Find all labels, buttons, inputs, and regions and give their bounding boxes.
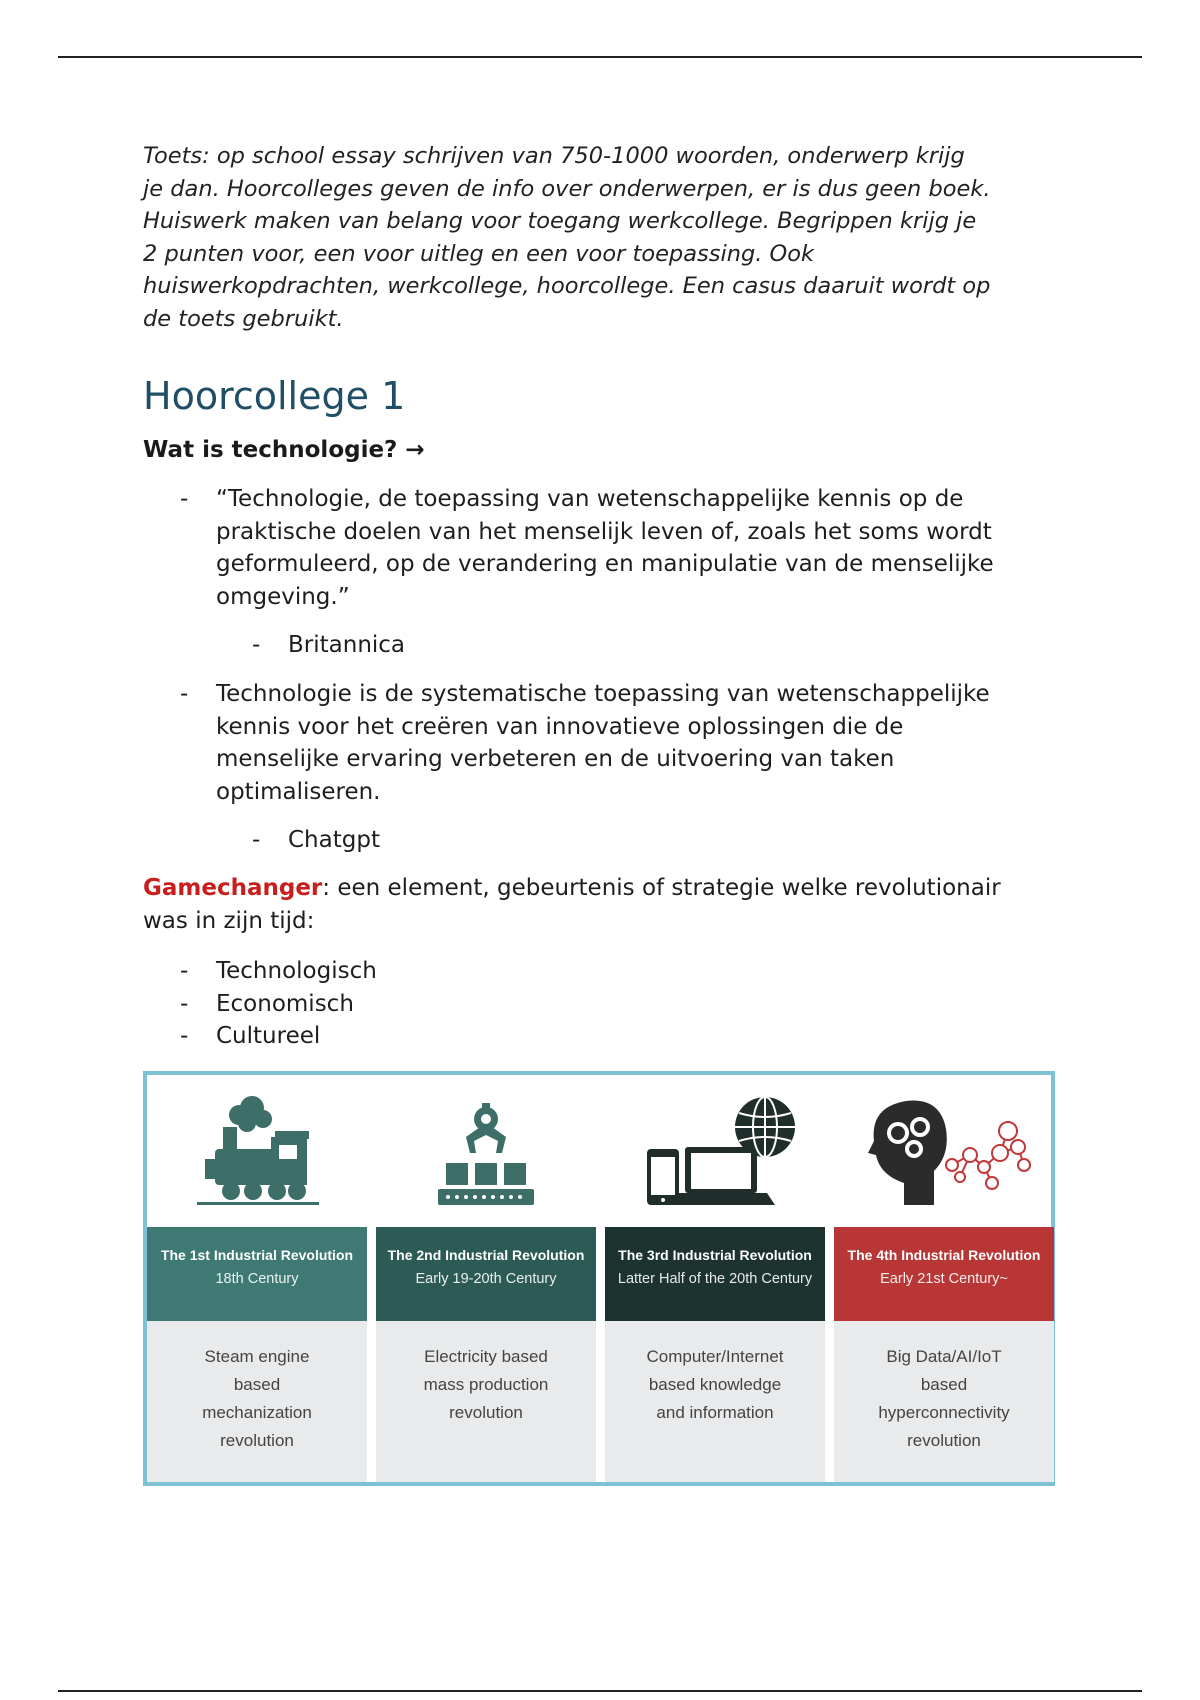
revolution-description xyxy=(605,1321,825,1482)
source-britannica: Britannica xyxy=(288,632,406,658)
intro-line: Huiswerk maken van belang voor toegang werkcollege. Begrippen krijg je xyxy=(143,208,977,234)
definition-line: “Technologie, de toepassing van wetenschappelijke kennis op de xyxy=(216,486,964,512)
revolution-title: The 1st Industrial Revolution xyxy=(160,1247,354,1263)
definition-line: geformuleerd, op de verandering en manipulatie van de menselijke xyxy=(216,551,994,577)
intro-line: huiswerkopdrachten, werkcollege, hoorcollege. Een casus daaruit wordt op xyxy=(143,273,991,299)
intro-paragraph xyxy=(143,140,1073,335)
description-line: based xyxy=(920,1375,968,1394)
description-line: based xyxy=(233,1375,281,1394)
computer-network-icon xyxy=(605,1075,825,1227)
definition-line: Technologie is de systematische toepassing van wetenschappelijke xyxy=(216,681,990,707)
definition-line: menselijke ervaring verbeteren en de uitvoering van taken xyxy=(216,746,895,772)
gamechanger-paragraph xyxy=(143,872,1083,937)
revolution-title: The 3rd Industrial Revolution xyxy=(618,1247,812,1263)
description-line: Electricity based xyxy=(424,1347,548,1366)
footer-rule xyxy=(58,1690,1142,1692)
intro-line: de toets gebruikt. xyxy=(143,305,344,332)
revolution-period: Early 21st Century~ xyxy=(880,1271,1008,1287)
list-item: Technologisch xyxy=(216,958,377,984)
description-line: revolution xyxy=(907,1431,981,1450)
description-line: based knowledge xyxy=(648,1375,782,1394)
description-line: Computer/Internet xyxy=(646,1347,784,1366)
description-line: revolution xyxy=(449,1403,523,1422)
gamechanger-term: Gamechanger xyxy=(143,875,323,901)
intro-line: 2 punten voor, een voor uitleg en een voor toepassing. Ook xyxy=(143,240,815,267)
page-heading: Hoorcollege 1 xyxy=(143,374,406,418)
bullet-dash: - xyxy=(252,632,261,658)
revolution-header xyxy=(605,1227,825,1321)
definition-britannica xyxy=(216,483,994,613)
bullet-dash: - xyxy=(180,681,189,707)
description-line: mass production xyxy=(423,1375,549,1394)
revolution-header xyxy=(834,1227,1054,1321)
bullet-dash: - xyxy=(252,827,261,853)
bullet-dash: - xyxy=(180,991,189,1017)
bullet-dash: - xyxy=(180,958,189,984)
revolution-period: Latter Half of the 20th Century xyxy=(617,1271,813,1287)
subheading: Wat is technologie? → xyxy=(143,437,425,463)
ai-head-network-icon xyxy=(834,1075,1054,1227)
description-line: hyperconnectivity xyxy=(878,1403,1010,1422)
revolution-title: The 2nd Industrial Revolution xyxy=(387,1247,585,1263)
description-line: revolution xyxy=(220,1431,294,1450)
definition-line: praktische doelen van het menselijk leven of, zoals het soms wordt xyxy=(216,518,992,545)
intro-line: Toets: op school essay schrijven van 750-1000 woorden, onderwerp krijg xyxy=(143,143,965,169)
bullet-dash: - xyxy=(180,486,189,512)
revolution-header xyxy=(376,1227,596,1321)
revolution-header xyxy=(147,1227,367,1321)
description-line: Steam engine xyxy=(204,1347,310,1366)
revolution-column-4 xyxy=(834,1075,1054,1482)
revolution-description xyxy=(834,1321,1054,1482)
revolution-description xyxy=(376,1321,596,1482)
description-line: and information xyxy=(656,1403,774,1422)
description-line: Big Data/AI/IoT xyxy=(886,1347,1002,1366)
revolution-column-2 xyxy=(376,1075,596,1482)
revolution-column-1 xyxy=(147,1075,367,1482)
definition-line: kennis voor het creëren van innovatieve oplossingen die de xyxy=(216,713,904,740)
definition-line: optimaliseren. xyxy=(216,778,381,805)
definition-chatgpt xyxy=(216,678,990,808)
revolution-column-3 xyxy=(605,1075,825,1482)
revolution-title: The 4th Industrial Revolution xyxy=(847,1247,1041,1263)
industrial-revolutions-figure xyxy=(143,1071,1055,1486)
gamechanger-definition: : een element, gebeurtenis of strategie welke revolutionair xyxy=(322,875,1001,901)
intro-line: je dan. Hoorcolleges geven de info over onderwerpen, er is dus geen boek. xyxy=(143,175,991,202)
gamechanger-definition-cont: was in zijn tijd: xyxy=(143,907,315,934)
description-line: mechanization xyxy=(202,1403,312,1422)
definition-line: omgeving.” xyxy=(216,583,350,610)
bullet-dash: - xyxy=(180,1023,189,1049)
assembly-line-robot-icon xyxy=(376,1075,596,1227)
revolution-period: 18th Century xyxy=(215,1271,299,1287)
revolution-period: Early 19-20th Century xyxy=(415,1271,557,1287)
list-item: Economisch xyxy=(216,991,354,1017)
revolution-description xyxy=(147,1321,367,1482)
steam-train-icon xyxy=(147,1075,367,1227)
source-chatgpt: Chatgpt xyxy=(288,827,380,853)
header-rule xyxy=(58,56,1142,58)
list-item: Cultureel xyxy=(216,1023,321,1049)
